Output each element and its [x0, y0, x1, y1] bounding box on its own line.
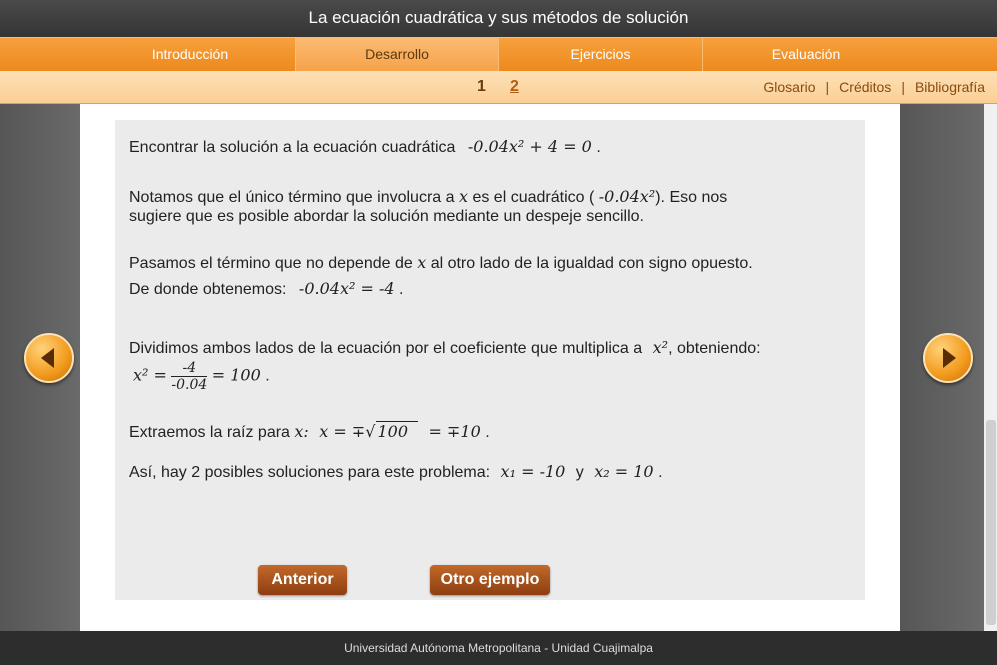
next-arrow-button[interactable]	[923, 333, 973, 383]
paragraph-line: Extraemos la raíz para x: x = ∓√ 100 = ∓10 .	[129, 422, 490, 441]
tab-ejercicios[interactable]: Ejercicios	[499, 38, 703, 71]
problem-statement: Encontrar la solución a la ecuación cuadrática -0.04x² + 4 = 0 .	[129, 137, 601, 156]
paragraph-line: Pasamos el término que no depende de x al otro lado de la igualdad con signo opuesto.	[129, 253, 753, 272]
fraction: $\frac{-4}{-0.04}$	[171, 360, 208, 393]
page-2-link[interactable]: 2	[510, 78, 519, 95]
paragraph-line: De donde obtenemos: -0.04x² = -4 .	[129, 279, 404, 298]
creditos-link[interactable]: Créditos	[839, 79, 892, 95]
scrollbar-thumb[interactable]	[986, 420, 996, 625]
equation: -0.04x² + 4 = 0	[467, 137, 592, 156]
previous-arrow-button[interactable]	[24, 333, 74, 383]
page-1-current: 1	[477, 78, 486, 95]
tab-introduccion[interactable]: Introducción	[85, 38, 296, 71]
footer: Universidad Autónoma Metropolitana - Unidad Cuajimalpa	[0, 631, 997, 665]
tab-desarrollo[interactable]: Desarrollo	[296, 38, 499, 71]
glosario-link[interactable]: Glosario	[763, 79, 816, 95]
paragraph-line: Dividimos ambos lados de la ecuación por el coeficiente que multiplica a x², obteniendo:	[129, 338, 761, 357]
square-root: √ 100	[365, 421, 418, 441]
anterior-button[interactable]: Anterior	[258, 565, 347, 595]
app-title: La ecuación cuadrática y sus métodos de solución	[0, 0, 997, 37]
separator: |	[825, 79, 830, 95]
separator: |	[901, 79, 905, 95]
sub-navigation	[0, 71, 997, 104]
paragraph-line: sugiere que es posible abordar la solución mediante un despeje sencillo.	[129, 208, 644, 225]
bibliografia-link[interactable]: Bibliografía	[914, 79, 985, 95]
tab-evaluacion[interactable]: Evaluación	[771, 46, 841, 62]
main-tabs	[0, 37, 997, 72]
arrow-right-icon	[925, 335, 971, 381]
arrow-left-icon	[26, 335, 72, 381]
paragraph-line: Así, hay 2 posibles soluciones para este problema: x₁ = -10 y x₂ = 10 .	[129, 462, 663, 481]
paragraph-line: Notamos que el único término que involucra a x es el cuadrático ( -0.04x²). Eso nos	[129, 187, 728, 206]
otro-ejemplo-button[interactable]: Otro ejemplo	[430, 565, 550, 595]
fraction-equation: x² = $\frac{-4}{-0.04}$ = 100 .	[133, 360, 270, 393]
